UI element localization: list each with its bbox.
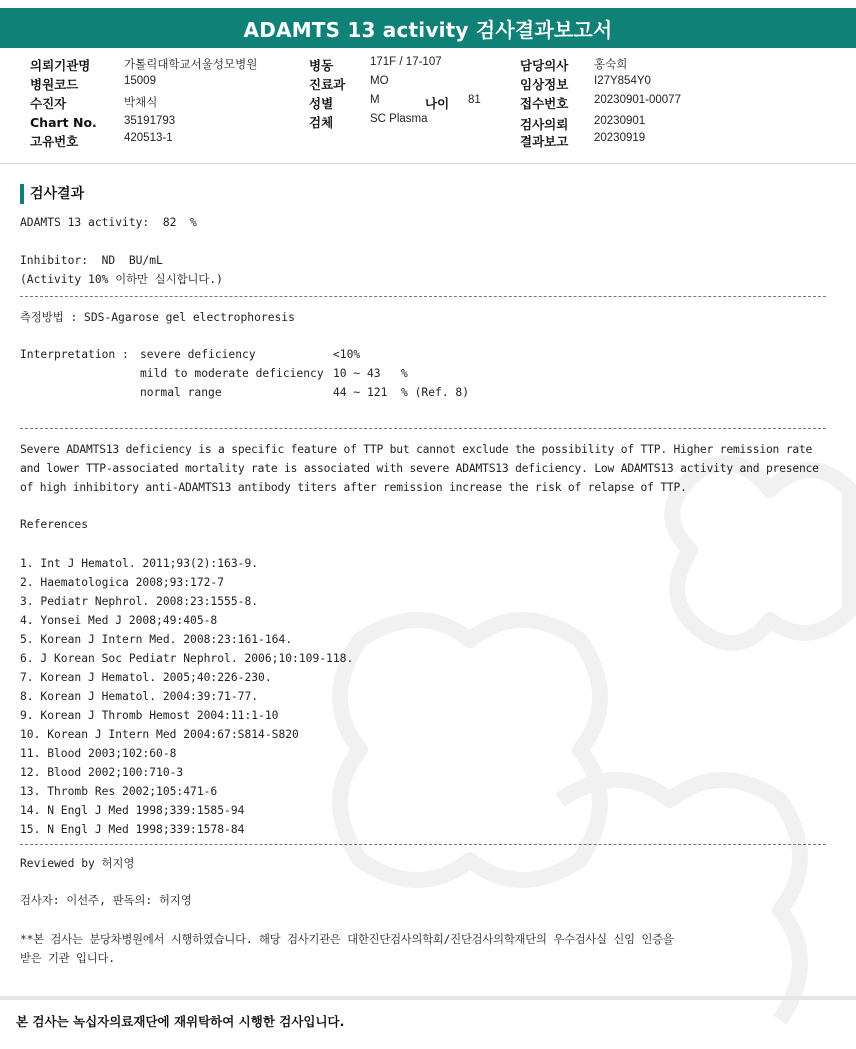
reference-item: 12. Blood 2002;100:710-3 bbox=[20, 766, 184, 779]
clinical-comment bbox=[20, 440, 830, 497]
divider bbox=[20, 844, 826, 845]
comment-line: Severe ADAMTS13 deficiency is a specific feature of TTP but cannot exclude the possibility of TTP. Higher remission rate bbox=[20, 443, 813, 456]
value-test-requested: 20230901 bbox=[594, 115, 646, 127]
footer-separator bbox=[0, 996, 856, 1000]
reference-item: 11. Blood 2003;102:60-8 bbox=[20, 747, 177, 760]
section-title-results: 검사결과 bbox=[20, 184, 84, 204]
reference-item: 3. Pediatr Nephrol. 2008:23:1555-8. bbox=[20, 595, 259, 608]
interp-range: 44 ~ 121 % (Ref. 8) bbox=[333, 386, 470, 399]
label-patient: 수진자 bbox=[30, 96, 67, 111]
interp-range: <10% bbox=[333, 348, 361, 361]
value-chart-no: 35191793 bbox=[124, 115, 176, 127]
reference-item: 15. N Engl J Med 1998;339:1578-84 bbox=[20, 823, 245, 836]
label-unique-number: 고유번호 bbox=[30, 134, 79, 149]
label-age: 나이 bbox=[425, 96, 450, 111]
reference-item: 13. Thromb Res 2002;105:471-6 bbox=[20, 785, 218, 798]
examiners: 검사자: 이선주, 판독의: 허지영 bbox=[20, 894, 192, 907]
value-age: 81 bbox=[468, 94, 481, 106]
value-receipt-number: 20230901-00077 bbox=[594, 94, 681, 106]
label-result-reported: 결과보고 bbox=[520, 134, 569, 149]
certification-note bbox=[20, 930, 830, 968]
reference-item: 7. Korean J Hematol. 2005;40:226-230. bbox=[20, 671, 272, 684]
activity-result: ADAMTS 13 activity: 82 % bbox=[20, 216, 197, 229]
interp-category: normal range bbox=[140, 386, 222, 399]
reference-list bbox=[20, 554, 353, 839]
references-title: References bbox=[20, 518, 89, 531]
label-requesting-institution: 의뢰기관명 bbox=[30, 58, 91, 73]
reference-item: 14. N Engl J Med 1998;339:1585-94 bbox=[20, 804, 245, 817]
value-sex: M bbox=[370, 94, 380, 106]
label-ward: 병동 bbox=[309, 58, 334, 73]
label-receipt-number: 접수번호 bbox=[520, 96, 569, 111]
reference-item: 8. Korean J Hematol. 2004:39:71-77. bbox=[20, 690, 259, 703]
inhibitor-result: Inhibitor: ND BU/mL bbox=[20, 254, 163, 267]
label-clinical-info: 임상정보 bbox=[520, 77, 569, 92]
label-attending-physician: 담당의사 bbox=[520, 58, 569, 73]
divider bbox=[20, 428, 826, 429]
reference-item: 9. Korean J Thromb Hemost 2004:11:1-10 bbox=[20, 709, 279, 722]
interp-category: severe deficiency bbox=[140, 348, 256, 361]
label-department: 진료과 bbox=[309, 77, 346, 92]
value-clinical-info: I27Y854Y0 bbox=[594, 75, 651, 87]
reviewed-by: Reviewed by 허지영 bbox=[20, 857, 135, 870]
reference-item: 6. J Korean Soc Pediatr Nephrol. 2006;10:109-118. bbox=[20, 652, 354, 665]
method-line: 측정방법 : SDS-Agarose gel electrophoresis bbox=[20, 311, 295, 324]
reference-item: 2. Haematologica 2008;93:172-7 bbox=[20, 576, 225, 589]
comment-line: and lower TTP-associated mortality rate is associated with severe ADAMTS13 deficiency. Low ADAMTS13 activity and presence bbox=[20, 462, 819, 475]
value-hospital-code: 15009 bbox=[124, 75, 156, 87]
reference-item: 1. Int J Hematol. 2011;93(2):163-9. bbox=[20, 557, 259, 570]
interp-category: mild to moderate deficiency bbox=[140, 367, 324, 380]
value-unique-number: 420513-1 bbox=[124, 132, 173, 144]
value-requesting-institution: 가톨릭대학교서울성모병원 bbox=[124, 59, 258, 71]
label-hospital-code: 병원코드 bbox=[30, 77, 79, 92]
reference-item: 10. Korean J Intern Med 2004:67:S814-S820 bbox=[20, 728, 299, 741]
inhibitor-note: (Activity 10% 이하만 실시합니다.) bbox=[20, 273, 223, 286]
value-ward: 171F / 17-107 bbox=[370, 56, 442, 68]
interp-range: 10 ~ 43 % bbox=[333, 367, 408, 380]
interpretation-label: Interpretation : bbox=[20, 348, 129, 361]
reference-item: 4. Yonsei Med J 2008;49:405-8 bbox=[20, 614, 218, 627]
divider bbox=[20, 296, 826, 297]
report-title: ADAMTS 13 activity 검사결과보고서 bbox=[0, 8, 856, 48]
comment-line: of high inhibitory anti-ADAMTS13 antibody titers after remission increase the risk of relapse of TTP. bbox=[20, 481, 687, 494]
value-patient: 박채식 bbox=[124, 97, 158, 109]
reference-item: 5. Korean J Intern Med. 2008:23:161-164. bbox=[20, 633, 293, 646]
value-department: MO bbox=[370, 75, 389, 87]
value-attending-physician: 홍숙희 bbox=[594, 59, 628, 71]
value-result-reported: 20230919 bbox=[594, 132, 646, 144]
patient-info-header bbox=[0, 50, 856, 164]
label-specimen: 검체 bbox=[309, 115, 334, 130]
label-test-requested: 검사의뢰 bbox=[520, 117, 569, 132]
certification-line: **본 검사는 분당차병원에서 시행하였습니다. 해당 검사기관은 대한진단검사의학회/진단검사의학재단의 우수검사실 신임 인증을 bbox=[20, 933, 674, 946]
footer-note: 본 검사는 녹십자의료재단에 재위탁하여 시행한 검사입니다. bbox=[16, 1014, 345, 1029]
value-specimen: SC Plasma bbox=[370, 113, 428, 125]
label-sex: 성별 bbox=[309, 96, 334, 111]
label-chart-no: Chart No. bbox=[30, 115, 97, 130]
certification-line: 받은 기관 입니다. bbox=[20, 952, 115, 965]
